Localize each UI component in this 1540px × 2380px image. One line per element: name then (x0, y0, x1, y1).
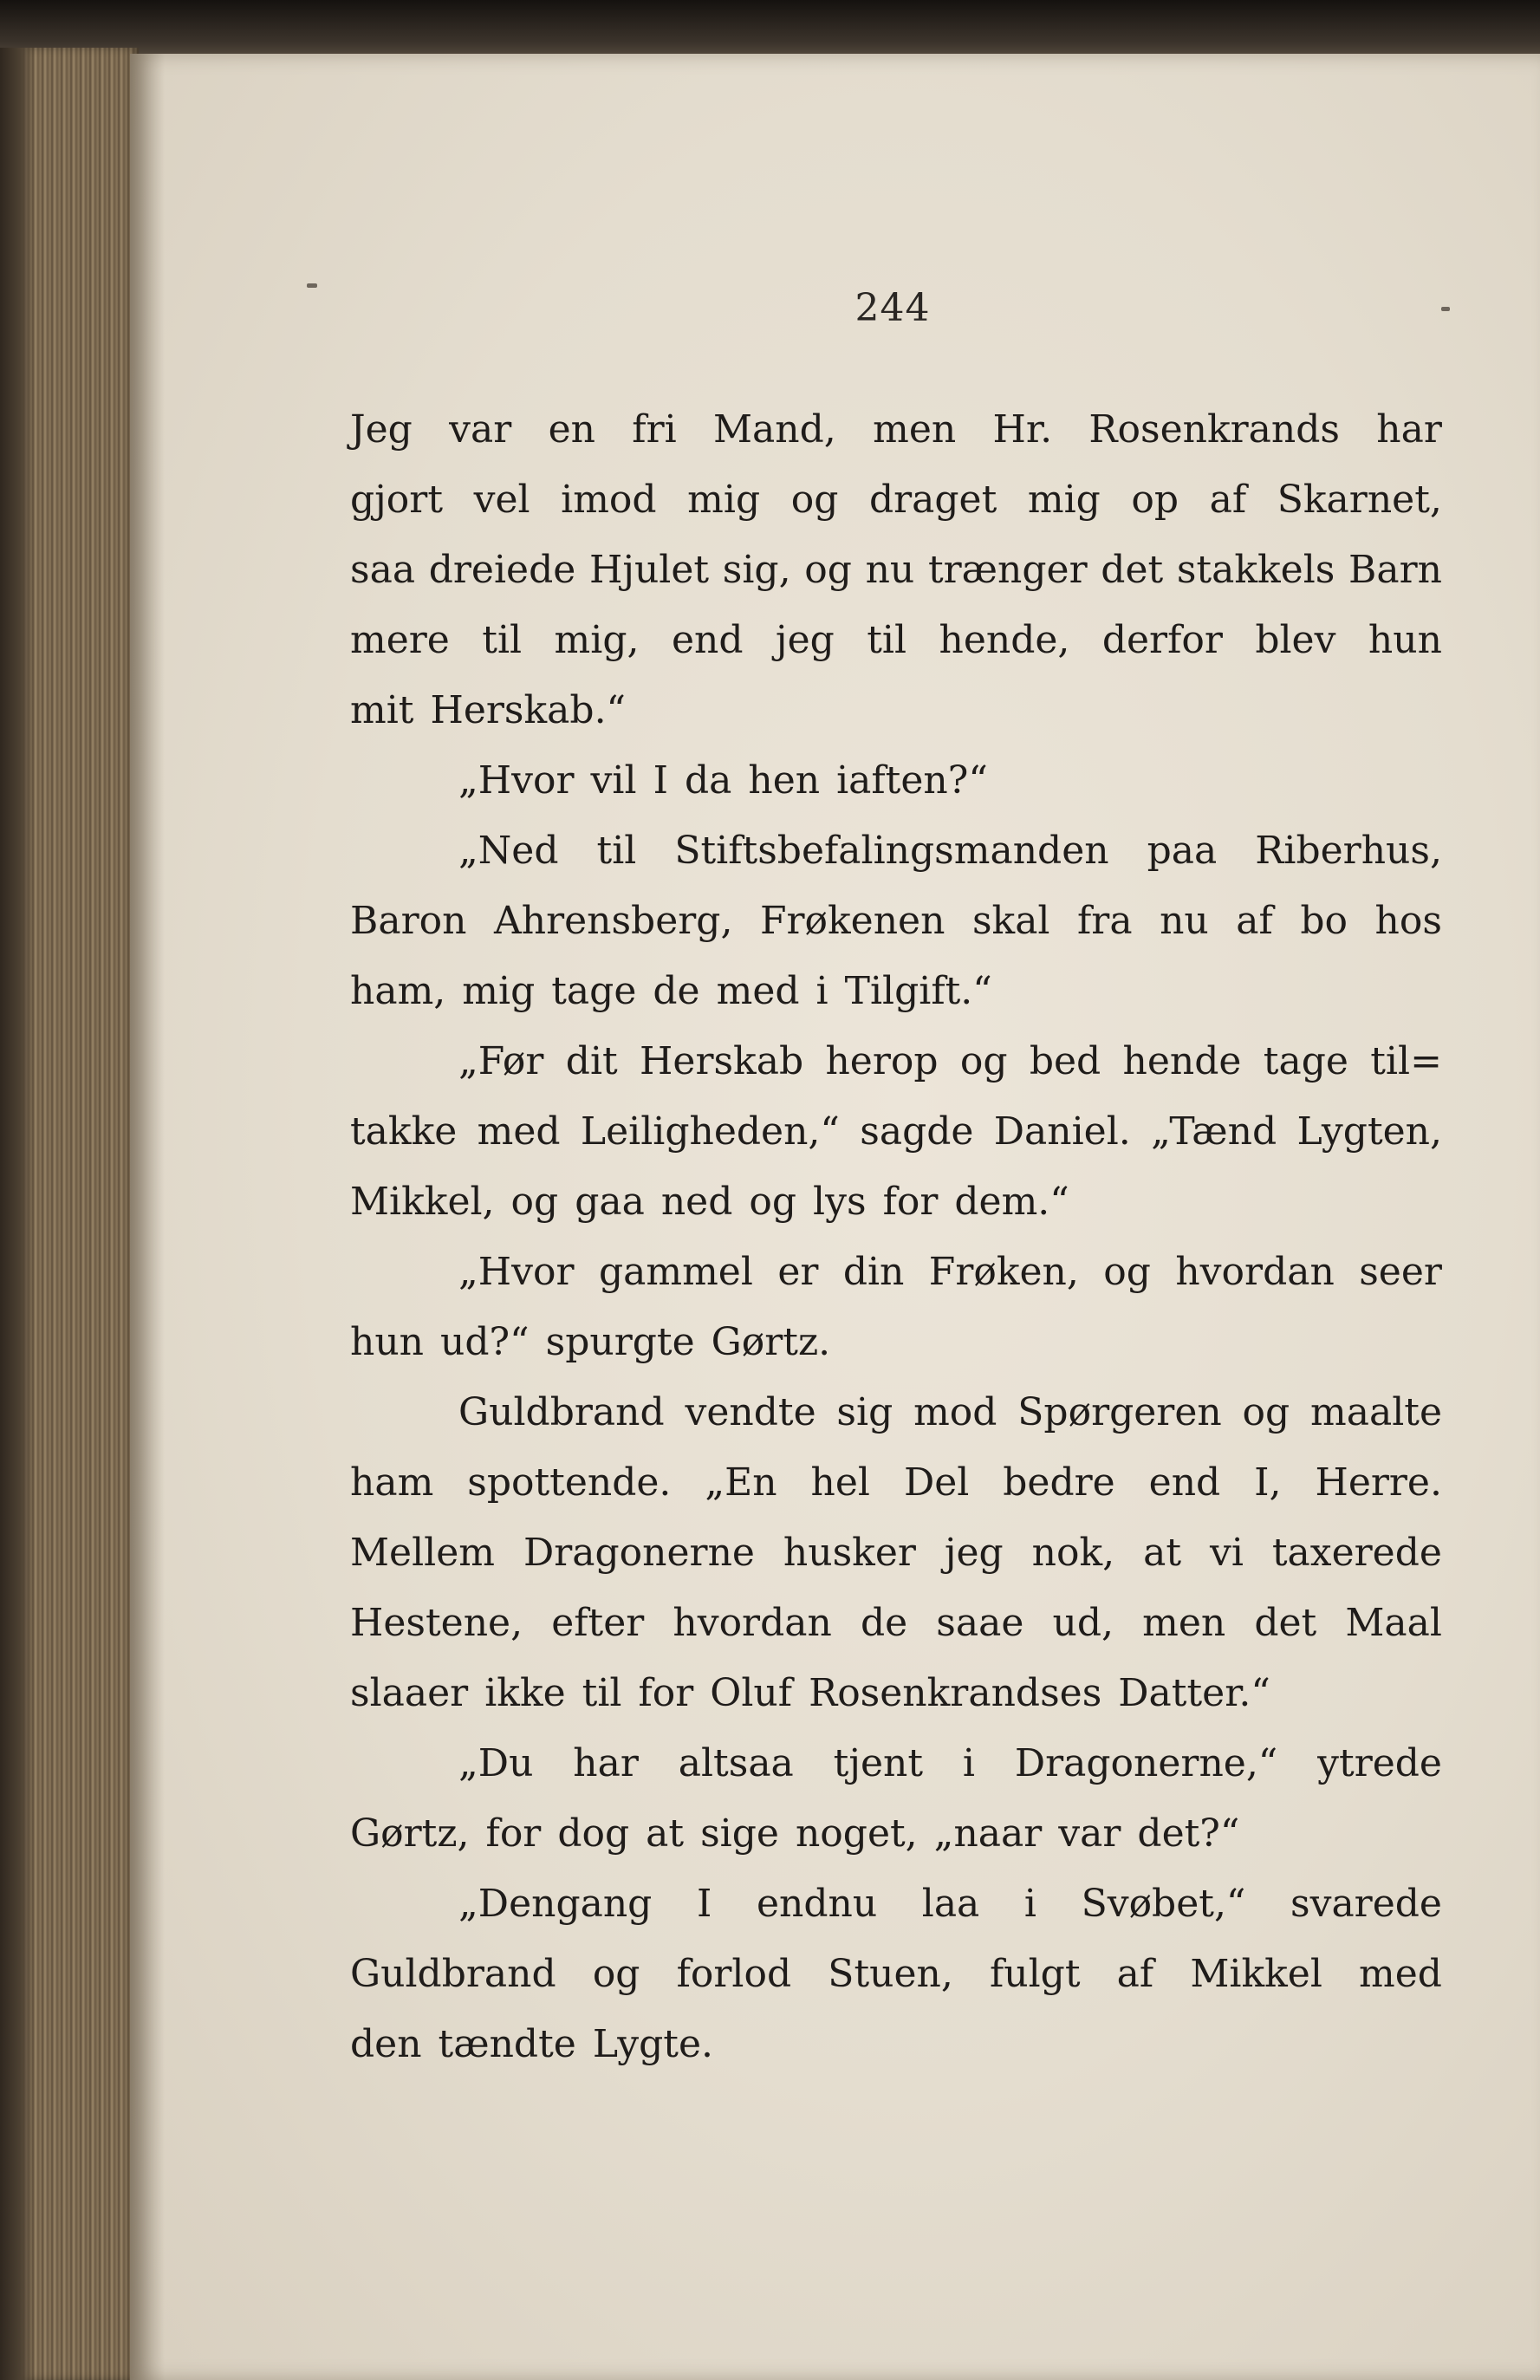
word: for (485, 1811, 542, 1856)
text-line (350, 1588, 1442, 1658)
word: hun (1368, 618, 1442, 662)
word: en (548, 407, 595, 452)
word: Frøken, (928, 1250, 1079, 1294)
word: slaaer (350, 1671, 469, 1715)
word: „naar (933, 1811, 1043, 1856)
word: vi (1209, 1531, 1244, 1575)
word: tændte (438, 2022, 576, 2066)
word: Baron (350, 899, 467, 943)
word: i (962, 1741, 975, 1785)
word: hende (1122, 1039, 1242, 1083)
page-number: 244 (854, 286, 931, 330)
word: ham, (350, 969, 446, 1013)
word: til (582, 1671, 622, 1715)
word: hun (350, 1320, 425, 1364)
word: for (638, 1671, 694, 1715)
word: og (510, 1180, 559, 1224)
word: mod (913, 1390, 997, 1434)
word: end (1148, 1460, 1221, 1505)
word: Stiftsbefalingsmanden (674, 829, 1109, 873)
word: i (1023, 1882, 1036, 1926)
word: hen (748, 758, 821, 803)
text-line (350, 394, 1442, 465)
word: var (449, 407, 512, 452)
word: herop (825, 1039, 939, 1083)
text-line (350, 465, 1442, 535)
word: med (477, 1109, 561, 1154)
word: Skarnet, (1277, 478, 1442, 522)
word: efter (551, 1601, 645, 1645)
text-line (350, 1167, 1442, 1237)
word: mit (350, 688, 414, 732)
word: bedre (1003, 1460, 1115, 1505)
text-line (350, 1026, 1442, 1096)
word: stakkels (1176, 548, 1335, 592)
word: de (860, 1601, 908, 1645)
word: I (653, 758, 668, 803)
word: Barn (1348, 548, 1442, 592)
word: til (482, 618, 523, 662)
word: hvordan (673, 1601, 832, 1645)
word: Herskab.“ (430, 688, 627, 732)
word: hos (1374, 899, 1442, 943)
word: og (790, 478, 839, 522)
word: Dragonerne,“ (1014, 1741, 1278, 1785)
word: op (1131, 478, 1179, 522)
word: sig (836, 1390, 893, 1434)
word: mig (462, 969, 536, 1013)
word: Stuen, (828, 1952, 953, 1996)
word: og (959, 1039, 1008, 1083)
word: og (1103, 1250, 1151, 1294)
word: husker (783, 1531, 916, 1575)
word: „Dengang (458, 1882, 653, 1926)
word: har (1376, 407, 1442, 452)
word: seer (1359, 1250, 1442, 1294)
word: Gørtz. (711, 1320, 831, 1364)
word: din (842, 1250, 905, 1294)
page-edges-shadow (0, 48, 35, 2380)
word: Riberhus, (1255, 829, 1442, 873)
word: taxerede (1271, 1531, 1442, 1575)
word: vendte (685, 1390, 816, 1434)
text-line (350, 2009, 1442, 2079)
word: „Hvor (458, 758, 575, 803)
word: jeg (775, 618, 835, 662)
word: dreiede (428, 548, 576, 592)
word: sig, (722, 548, 791, 592)
word: af (1209, 478, 1247, 522)
text-line (350, 1939, 1442, 2009)
word: Jeg (350, 407, 413, 452)
text-line (350, 1377, 1442, 1447)
word: bed (1029, 1039, 1101, 1083)
word: ytrede (1317, 1741, 1442, 1785)
word: skal (971, 899, 1050, 943)
word: sige (700, 1811, 779, 1856)
word: Frøkenen (759, 899, 945, 943)
text-line (350, 1798, 1442, 1869)
word: dog (557, 1811, 630, 1856)
word: saae (936, 1601, 1024, 1645)
word: ud, (1052, 1601, 1114, 1645)
word: til (596, 829, 637, 873)
word: ud?“ (440, 1320, 530, 1364)
word: den (350, 2022, 422, 2066)
word: nok, (1031, 1531, 1115, 1575)
word: laa (921, 1882, 980, 1926)
word: Hr. (992, 407, 1053, 452)
word: med (1359, 1952, 1442, 1996)
word: I, (1254, 1460, 1282, 1505)
word: altsaa (678, 1741, 794, 1785)
word: hel (810, 1460, 870, 1505)
word: spurgte (545, 1320, 695, 1364)
word: mig (687, 478, 761, 522)
word: Hestene, (350, 1601, 523, 1645)
word: Gørtz, (350, 1811, 470, 1856)
word: Hjulet (588, 548, 710, 592)
word: Mellem (350, 1531, 495, 1575)
word: tage (1263, 1039, 1348, 1083)
word: mig, (554, 618, 640, 662)
word: saa (350, 548, 416, 592)
word: Daniel. (993, 1109, 1131, 1154)
word: Guldbrand (458, 1390, 665, 1434)
word: ham (350, 1460, 434, 1505)
word: endnu (756, 1882, 878, 1926)
word: Maal (1345, 1601, 1442, 1645)
word: takke (350, 1109, 458, 1154)
word: til= (1370, 1039, 1442, 1083)
word: det (1254, 1601, 1317, 1645)
word: spottende. (467, 1460, 672, 1505)
word: med (716, 969, 800, 1013)
word: „Ned (458, 829, 559, 873)
word: forlod (676, 1952, 792, 1996)
word: „Tænd (1151, 1109, 1277, 1154)
text-line (350, 1728, 1442, 1798)
word: „En (705, 1460, 777, 1505)
word: det (1101, 548, 1164, 592)
body-text (350, 394, 1442, 2079)
word: Oluf (710, 1671, 793, 1715)
word: Ahrensberg, (493, 899, 733, 943)
word: gaa (575, 1180, 645, 1224)
word: dem.“ (954, 1180, 1069, 1224)
word: det?“ (1137, 1811, 1240, 1856)
word: i (815, 969, 828, 1013)
word: dit (565, 1039, 618, 1083)
gutter-shadow (130, 54, 165, 2380)
text-line (350, 1518, 1442, 1588)
word: Dragonerne (523, 1531, 755, 1575)
text-line (350, 956, 1442, 1026)
word: fra (1077, 899, 1133, 943)
word: hende, (939, 618, 1070, 662)
word: Lygten, (1296, 1109, 1442, 1154)
word: lys (813, 1180, 867, 1224)
word: iaften?“ (836, 758, 988, 803)
word: og (804, 548, 852, 592)
word: og (749, 1180, 797, 1224)
word: at (646, 1811, 685, 1856)
word: end (671, 618, 744, 662)
word: mig (1027, 478, 1101, 522)
word: Lygte. (592, 2022, 713, 2066)
word: vil (590, 758, 637, 803)
text-line (350, 886, 1442, 956)
word: Mikkel (1190, 1952, 1322, 1996)
word: Tilgift.“ (844, 969, 992, 1013)
word: mere (350, 618, 450, 662)
word: draget (868, 478, 997, 522)
word: „Hvor (458, 1250, 575, 1294)
word: Spørgeren (1017, 1390, 1222, 1434)
word: blev (1255, 618, 1336, 662)
word: gammel (598, 1250, 753, 1294)
word: har (573, 1741, 639, 1785)
text-line (350, 745, 1442, 816)
word: Datter.“ (1118, 1671, 1270, 1715)
word: Guldbrand (350, 1952, 556, 1996)
word: og (1242, 1390, 1290, 1434)
word: noget, (795, 1811, 918, 1856)
text-line (350, 1658, 1442, 1728)
word: „Du (458, 1741, 534, 1785)
word: var (1058, 1811, 1121, 1856)
text-line (350, 605, 1442, 675)
word: de (653, 969, 700, 1013)
word: tage (551, 969, 637, 1013)
word: I (696, 1882, 712, 1926)
word: Herskab (640, 1039, 804, 1083)
word: jeg (944, 1531, 1004, 1575)
word: nu (1160, 899, 1209, 943)
text-line (350, 1447, 1442, 1518)
word: fulgt (989, 1952, 1081, 1996)
word: af (1116, 1952, 1154, 1996)
word: fri (632, 407, 677, 452)
word: Leiligheden,“ (580, 1109, 840, 1154)
text-line (350, 1237, 1442, 1307)
word: derfor (1101, 618, 1223, 662)
word: til (867, 618, 907, 662)
word: da (684, 758, 732, 803)
book-top-edge (0, 0, 1540, 61)
word: imod (561, 478, 657, 522)
word: Svøbet,“ (1081, 1882, 1246, 1926)
word: men (1142, 1601, 1226, 1645)
word: Del (903, 1460, 970, 1505)
text-line (350, 816, 1442, 886)
word: nu (865, 548, 915, 592)
text-line (350, 1096, 1442, 1167)
word: hvordan (1175, 1250, 1335, 1294)
text-line (350, 1307, 1442, 1377)
word: og (592, 1952, 640, 1996)
word: gjort (350, 478, 444, 522)
word: svarede (1290, 1882, 1442, 1926)
text-line (350, 1869, 1442, 1939)
word: bo (1300, 899, 1348, 943)
word: maalte (1310, 1390, 1442, 1434)
word: ikke (484, 1671, 566, 1715)
word: for (882, 1180, 939, 1224)
word: Mikkel, (350, 1180, 495, 1224)
word: men (873, 407, 957, 452)
word: Herre. (1315, 1460, 1442, 1505)
word: ned (660, 1180, 733, 1224)
word: tjent (833, 1741, 924, 1785)
word: vel (473, 478, 530, 522)
text-line (350, 535, 1442, 605)
word: „Før (458, 1039, 544, 1083)
word: Rosenkrands (1088, 407, 1340, 452)
word: er (777, 1250, 819, 1294)
word: paa (1147, 829, 1218, 873)
text-line (350, 675, 1442, 745)
word: af (1236, 899, 1273, 943)
word: Mand, (713, 407, 836, 452)
word: Rosenkrandses (809, 1671, 1102, 1715)
word: sagde (860, 1109, 974, 1154)
word: at (1143, 1531, 1182, 1575)
word: trænger (927, 548, 1088, 592)
